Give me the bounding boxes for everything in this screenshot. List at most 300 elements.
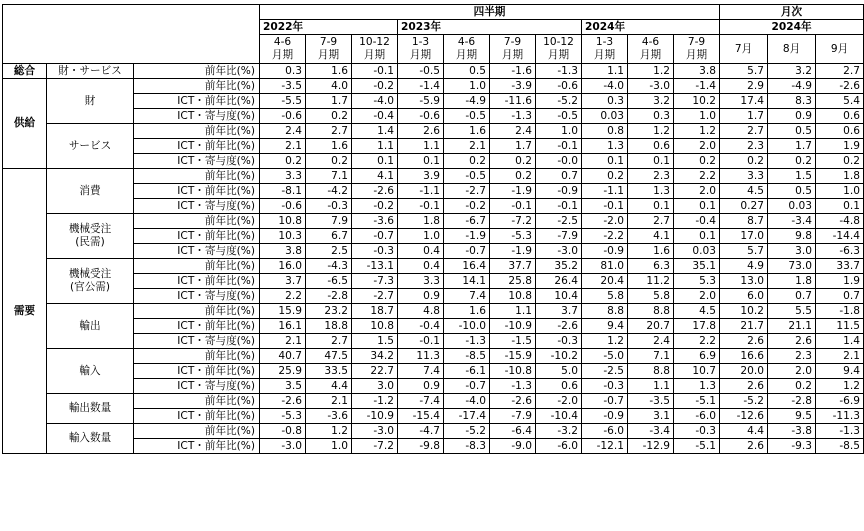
value-cell: -1.3 (444, 334, 490, 349)
value-cell: -4.2 (306, 184, 352, 199)
value-cell: 0.6 (536, 379, 582, 394)
value-cell: -4.9 (768, 79, 816, 94)
value-cell: -10.0 (444, 319, 490, 334)
value-cell: 2.5 (306, 244, 352, 259)
value-cell: -11.3 (816, 409, 864, 424)
month-header: 8月 (768, 35, 816, 64)
value-cell: 1.3 (628, 184, 674, 199)
value-cell: 8.8 (582, 304, 628, 319)
value-cell: 1.6 (306, 139, 352, 154)
value-cell: -10.8 (490, 364, 536, 379)
group-label: 需要 (3, 169, 47, 454)
table-row (3, 424, 864, 439)
value-cell: 9.8 (768, 229, 816, 244)
value-cell: 16.4 (444, 259, 490, 274)
value-cell: -7.9 (536, 229, 582, 244)
value-cell: 0.2 (674, 154, 720, 169)
value-cell: 0.2 (306, 109, 352, 124)
value-cell: 73.0 (768, 259, 816, 274)
row-label: ICT・寄与度(%) (134, 154, 260, 169)
value-cell: 33.7 (816, 259, 864, 274)
subgroup-label: 輸入数量 (47, 424, 134, 454)
table-row (3, 394, 864, 409)
value-cell: 2.6 (768, 334, 816, 349)
value-cell: -1.8 (816, 304, 864, 319)
value-cell: -3.0 (628, 79, 674, 94)
value-cell: -7.3 (352, 274, 398, 289)
value-cell: 0.1 (352, 154, 398, 169)
value-cell: -5.1 (674, 439, 720, 454)
value-cell: 7.4 (444, 289, 490, 304)
value-cell: 2.6 (398, 124, 444, 139)
value-cell: 3.7 (536, 304, 582, 319)
value-cell: 1.7 (720, 109, 768, 124)
value-cell: 10.3 (260, 229, 306, 244)
value-cell: -6.7 (444, 214, 490, 229)
value-cell: 0.8 (582, 124, 628, 139)
value-cell: -8.5 (816, 439, 864, 454)
value-cell: -6.0 (536, 439, 582, 454)
value-cell: 0.2 (444, 154, 490, 169)
value-cell: -5.2 (444, 424, 490, 439)
value-cell: 3.5 (260, 379, 306, 394)
value-cell: 0.1 (816, 199, 864, 214)
value-cell: 4.0 (306, 79, 352, 94)
value-cell: -5.2 (720, 394, 768, 409)
value-cell: 1.0 (306, 439, 352, 454)
value-cell: 2.7 (720, 124, 768, 139)
value-cell: -0.1 (398, 199, 444, 214)
value-cell: 1.6 (306, 64, 352, 79)
value-cell: 0.1 (674, 199, 720, 214)
value-cell: -3.4 (768, 214, 816, 229)
value-cell: -1.2 (352, 394, 398, 409)
value-cell: 2.9 (720, 79, 768, 94)
value-cell: 9.5 (768, 409, 816, 424)
value-cell: -5.3 (260, 409, 306, 424)
period-header: 4-6 月期 (628, 35, 674, 64)
value-cell: -0.2 (352, 199, 398, 214)
year-header: 2024年 (720, 20, 864, 35)
row-label: 前年比(%) (134, 64, 260, 79)
value-cell: 3.0 (768, 244, 816, 259)
subgroup-label: 機械受注 (官公需) (47, 259, 134, 304)
value-cell: 0.3 (260, 64, 306, 79)
value-cell: 1.0 (674, 109, 720, 124)
value-cell: 17.0 (720, 229, 768, 244)
value-cell: 16.0 (260, 259, 306, 274)
value-cell: 2.3 (628, 169, 674, 184)
subgroup-label: サービス (47, 124, 134, 169)
value-cell: 0.2 (768, 379, 816, 394)
value-cell: -1.3 (536, 64, 582, 79)
value-cell: 1.9 (816, 139, 864, 154)
value-cell: -1.9 (490, 184, 536, 199)
value-cell: -7.2 (352, 439, 398, 454)
value-cell: -2.0 (582, 214, 628, 229)
value-cell: 8.8 (628, 364, 674, 379)
ict-statistics-table (2, 4, 864, 454)
value-cell: -2.6 (352, 184, 398, 199)
value-cell: 9.4 (582, 319, 628, 334)
value-cell: -8.3 (444, 439, 490, 454)
value-cell: 3.8 (674, 64, 720, 79)
value-cell: 3.3 (398, 274, 444, 289)
value-cell: 2.0 (674, 289, 720, 304)
value-cell: -12.9 (628, 439, 674, 454)
value-cell: 10.4 (536, 289, 582, 304)
value-cell: -0.3 (352, 244, 398, 259)
value-cell: 7.4 (398, 364, 444, 379)
value-cell: 0.6 (816, 109, 864, 124)
value-cell: -6.4 (490, 424, 536, 439)
value-cell: 2.0 (768, 364, 816, 379)
group-label: 供給 (3, 79, 47, 169)
row-label: 前年比(%) (134, 304, 260, 319)
value-cell: 6.9 (674, 349, 720, 364)
row-label: ICT・前年比(%) (134, 274, 260, 289)
value-cell: -2.6 (816, 79, 864, 94)
value-cell: 0.9 (768, 109, 816, 124)
value-cell: 16.1 (260, 319, 306, 334)
table-row (3, 64, 864, 79)
value-cell: -0.5 (444, 109, 490, 124)
value-cell: 3.1 (628, 409, 674, 424)
value-cell: -0.7 (352, 229, 398, 244)
value-cell: -1.9 (490, 244, 536, 259)
year-header: 2022年 (260, 20, 398, 35)
value-cell: 4.5 (720, 184, 768, 199)
value-cell: -1.6 (490, 64, 536, 79)
value-cell: 0.2 (816, 154, 864, 169)
value-cell: -1.4 (398, 79, 444, 94)
value-cell: 10.2 (674, 94, 720, 109)
value-cell: 2.0 (674, 184, 720, 199)
value-cell: -5.3 (490, 229, 536, 244)
value-cell: -0.1 (582, 199, 628, 214)
value-cell: -9.8 (398, 439, 444, 454)
value-cell: -5.5 (260, 94, 306, 109)
row-label: ICT・前年比(%) (134, 229, 260, 244)
row-label: 前年比(%) (134, 169, 260, 184)
value-cell: 1.6 (444, 124, 490, 139)
value-cell: -0.5 (444, 169, 490, 184)
value-cell: -14.4 (816, 229, 864, 244)
value-cell: 16.6 (720, 349, 768, 364)
value-cell: 21.7 (720, 319, 768, 334)
value-cell: -3.9 (490, 79, 536, 94)
value-cell: 1.7 (768, 139, 816, 154)
value-cell: 35.2 (536, 259, 582, 274)
value-cell: -15.4 (398, 409, 444, 424)
value-cell: 3.7 (260, 274, 306, 289)
value-cell: -13.1 (352, 259, 398, 274)
value-cell: -3.6 (306, 409, 352, 424)
value-cell: 10.7 (674, 364, 720, 379)
value-cell: 1.7 (490, 139, 536, 154)
value-cell: 2.1 (306, 394, 352, 409)
period-header: 4-6 月期 (260, 35, 306, 64)
value-cell: -1.3 (490, 379, 536, 394)
period-header: 10-12 月期 (352, 35, 398, 64)
row-label: 前年比(%) (134, 394, 260, 409)
value-cell: 2.1 (816, 349, 864, 364)
value-cell: 1.4 (816, 334, 864, 349)
value-cell: 7.9 (306, 214, 352, 229)
value-cell: 20.0 (720, 364, 768, 379)
value-cell: 4.1 (352, 169, 398, 184)
value-cell: -0.1 (490, 199, 536, 214)
value-cell: -4.0 (582, 79, 628, 94)
row-label: ICT・前年比(%) (134, 364, 260, 379)
value-cell: -2.5 (582, 364, 628, 379)
value-cell: -5.9 (398, 94, 444, 109)
value-cell: -0.3 (582, 379, 628, 394)
value-cell: 1.5 (768, 169, 816, 184)
value-cell: 47.5 (306, 349, 352, 364)
subgroup-label: 輸出数量 (47, 394, 134, 424)
value-cell: 0.1 (398, 154, 444, 169)
value-cell: 0.6 (816, 124, 864, 139)
value-cell: 5.3 (674, 274, 720, 289)
value-cell: 4.9 (720, 259, 768, 274)
value-cell: 8.7 (720, 214, 768, 229)
value-cell: 0.03 (582, 109, 628, 124)
value-cell: -7.2 (490, 214, 536, 229)
value-cell: 17.4 (720, 94, 768, 109)
value-cell: -1.4 (674, 79, 720, 94)
value-cell: 1.8 (398, 214, 444, 229)
value-cell: 20.7 (628, 319, 674, 334)
value-cell: 25.8 (490, 274, 536, 289)
value-cell: -1.1 (398, 184, 444, 199)
value-cell: -0.1 (536, 199, 582, 214)
row-label: ICT・寄与度(%) (134, 289, 260, 304)
table-row (3, 214, 864, 229)
value-cell: 1.2 (628, 124, 674, 139)
value-cell: 6.3 (628, 259, 674, 274)
value-cell: 0.4 (398, 244, 444, 259)
value-cell: 1.6 (628, 244, 674, 259)
value-cell: -2.7 (444, 184, 490, 199)
value-cell: -3.5 (260, 79, 306, 94)
value-cell: 1.9 (816, 274, 864, 289)
value-cell: 3.0 (352, 379, 398, 394)
row-label: ICT・寄与度(%) (134, 244, 260, 259)
value-cell: -4.0 (352, 94, 398, 109)
value-cell: -3.5 (628, 394, 674, 409)
value-cell: 0.27 (720, 199, 768, 214)
value-cell: 18.7 (352, 304, 398, 319)
value-cell: 0.9 (398, 379, 444, 394)
value-cell: -10.9 (490, 319, 536, 334)
subgroup-label: 消費 (47, 169, 134, 214)
value-cell: 18.8 (306, 319, 352, 334)
value-cell: 2.1 (444, 139, 490, 154)
value-cell: 3.3 (720, 169, 768, 184)
subgroup-label: 財・サービス (47, 64, 134, 79)
value-cell: 2.2 (260, 289, 306, 304)
period-header: 1-3 月期 (398, 35, 444, 64)
value-cell: 2.6 (720, 334, 768, 349)
value-cell: 20.4 (582, 274, 628, 289)
value-cell: -0.1 (536, 139, 582, 154)
value-cell: 2.7 (628, 214, 674, 229)
row-label: ICT・寄与度(%) (134, 109, 260, 124)
value-cell: 0.03 (674, 244, 720, 259)
value-cell: -0.5 (398, 64, 444, 79)
value-cell: -11.6 (490, 94, 536, 109)
value-cell: -3.0 (536, 244, 582, 259)
value-cell: -17.4 (444, 409, 490, 424)
value-cell: 11.2 (628, 274, 674, 289)
value-cell: -0.7 (582, 394, 628, 409)
value-cell: 0.9 (398, 289, 444, 304)
value-cell: 1.2 (628, 64, 674, 79)
value-cell: 2.7 (306, 124, 352, 139)
table-row (3, 124, 864, 139)
value-cell: 1.8 (816, 169, 864, 184)
value-cell: -0.5 (536, 109, 582, 124)
value-cell: -10.9 (352, 409, 398, 424)
value-cell: 10.2 (720, 304, 768, 319)
value-cell: 0.2 (490, 154, 536, 169)
value-cell: -2.5 (536, 214, 582, 229)
row-label: ICT・寄与度(%) (134, 334, 260, 349)
value-cell: -15.9 (490, 349, 536, 364)
value-cell: 2.4 (628, 334, 674, 349)
value-cell: 2.1 (260, 139, 306, 154)
value-cell: 1.0 (398, 229, 444, 244)
value-cell: 0.2 (490, 169, 536, 184)
value-cell: 1.6 (444, 304, 490, 319)
value-cell: -0.6 (398, 109, 444, 124)
row-label: ICT・前年比(%) (134, 139, 260, 154)
value-cell: 15.9 (260, 304, 306, 319)
value-cell: 0.2 (720, 154, 768, 169)
value-cell: -0.0 (536, 154, 582, 169)
value-cell: 1.5 (352, 334, 398, 349)
value-cell: -0.8 (260, 424, 306, 439)
value-cell: -2.6 (260, 394, 306, 409)
value-cell: 40.7 (260, 349, 306, 364)
value-cell: 81.0 (582, 259, 628, 274)
value-cell: 5.7 (720, 244, 768, 259)
value-cell: -12.6 (720, 409, 768, 424)
value-cell: -12.1 (582, 439, 628, 454)
value-cell: -9.0 (490, 439, 536, 454)
value-cell: -0.7 (444, 244, 490, 259)
value-cell: 0.7 (536, 169, 582, 184)
value-cell: 0.5 (444, 64, 490, 79)
table-row (3, 259, 864, 274)
month-header: 7月 (720, 35, 768, 64)
period-header: 1-3 月期 (582, 35, 628, 64)
value-cell: 4.8 (398, 304, 444, 319)
value-cell: -5.2 (536, 94, 582, 109)
value-cell: -7.4 (398, 394, 444, 409)
value-cell: -1.9 (444, 229, 490, 244)
period-header: 7-9 月期 (306, 35, 352, 64)
table-row (3, 349, 864, 364)
value-cell: -0.9 (536, 184, 582, 199)
monthly-header: 月次 (720, 5, 864, 20)
value-cell: 0.5 (768, 184, 816, 199)
value-cell: 7.1 (306, 169, 352, 184)
value-cell: 2.6 (720, 439, 768, 454)
value-cell: -0.1 (398, 334, 444, 349)
value-cell: -1.1 (582, 184, 628, 199)
value-cell: -3.2 (536, 424, 582, 439)
value-cell: -4.7 (398, 424, 444, 439)
value-cell: 7.1 (628, 349, 674, 364)
value-cell: 0.1 (674, 229, 720, 244)
value-cell: -3.4 (628, 424, 674, 439)
period-header: 7-9 月期 (490, 35, 536, 64)
value-cell: 2.0 (674, 139, 720, 154)
value-cell: -8.5 (444, 349, 490, 364)
value-cell: 4.4 (720, 424, 768, 439)
value-cell: -2.2 (582, 229, 628, 244)
value-cell: 0.4 (398, 259, 444, 274)
period-header: 10-12 月期 (536, 35, 582, 64)
value-cell: -0.2 (352, 79, 398, 94)
value-cell: 0.7 (768, 289, 816, 304)
value-cell: -6.3 (816, 244, 864, 259)
value-cell: 0.2 (260, 154, 306, 169)
value-cell: 5.4 (816, 94, 864, 109)
value-cell: 3.9 (398, 169, 444, 184)
row-label: ICT・前年比(%) (134, 439, 260, 454)
value-cell: -3.8 (768, 424, 816, 439)
value-cell: -0.1 (352, 64, 398, 79)
quarterly-header: 四半期 (260, 5, 720, 20)
value-cell: 1.0 (536, 124, 582, 139)
value-cell: -0.6 (260, 109, 306, 124)
value-cell: 6.7 (306, 229, 352, 244)
value-cell: 5.8 (628, 289, 674, 304)
value-cell: -2.8 (306, 289, 352, 304)
value-cell: 1.0 (444, 79, 490, 94)
value-cell: 2.7 (306, 334, 352, 349)
value-cell: 1.2 (582, 334, 628, 349)
header-corner (3, 5, 260, 64)
period-header: 4-6 月期 (444, 35, 490, 64)
value-cell: 11.3 (398, 349, 444, 364)
row-label: ICT・前年比(%) (134, 319, 260, 334)
value-cell: -0.4 (398, 319, 444, 334)
value-cell: 10.8 (352, 319, 398, 334)
value-cell: -4.9 (444, 94, 490, 109)
value-cell: 5.0 (536, 364, 582, 379)
row-label: 前年比(%) (134, 259, 260, 274)
value-cell: -5.1 (674, 394, 720, 409)
value-cell: 0.5 (768, 124, 816, 139)
value-cell: 2.3 (768, 349, 816, 364)
value-cell: 8.8 (628, 304, 674, 319)
value-cell: 9.4 (816, 364, 864, 379)
value-cell: -2.0 (536, 394, 582, 409)
value-cell: 0.1 (628, 154, 674, 169)
value-cell: -0.2 (444, 199, 490, 214)
value-cell: -8.1 (260, 184, 306, 199)
value-cell: 1.2 (306, 424, 352, 439)
table-row (3, 304, 864, 319)
value-cell: 0.2 (582, 169, 628, 184)
row-label: 前年比(%) (134, 214, 260, 229)
value-cell: 1.7 (306, 94, 352, 109)
value-cell: -10.4 (536, 409, 582, 424)
